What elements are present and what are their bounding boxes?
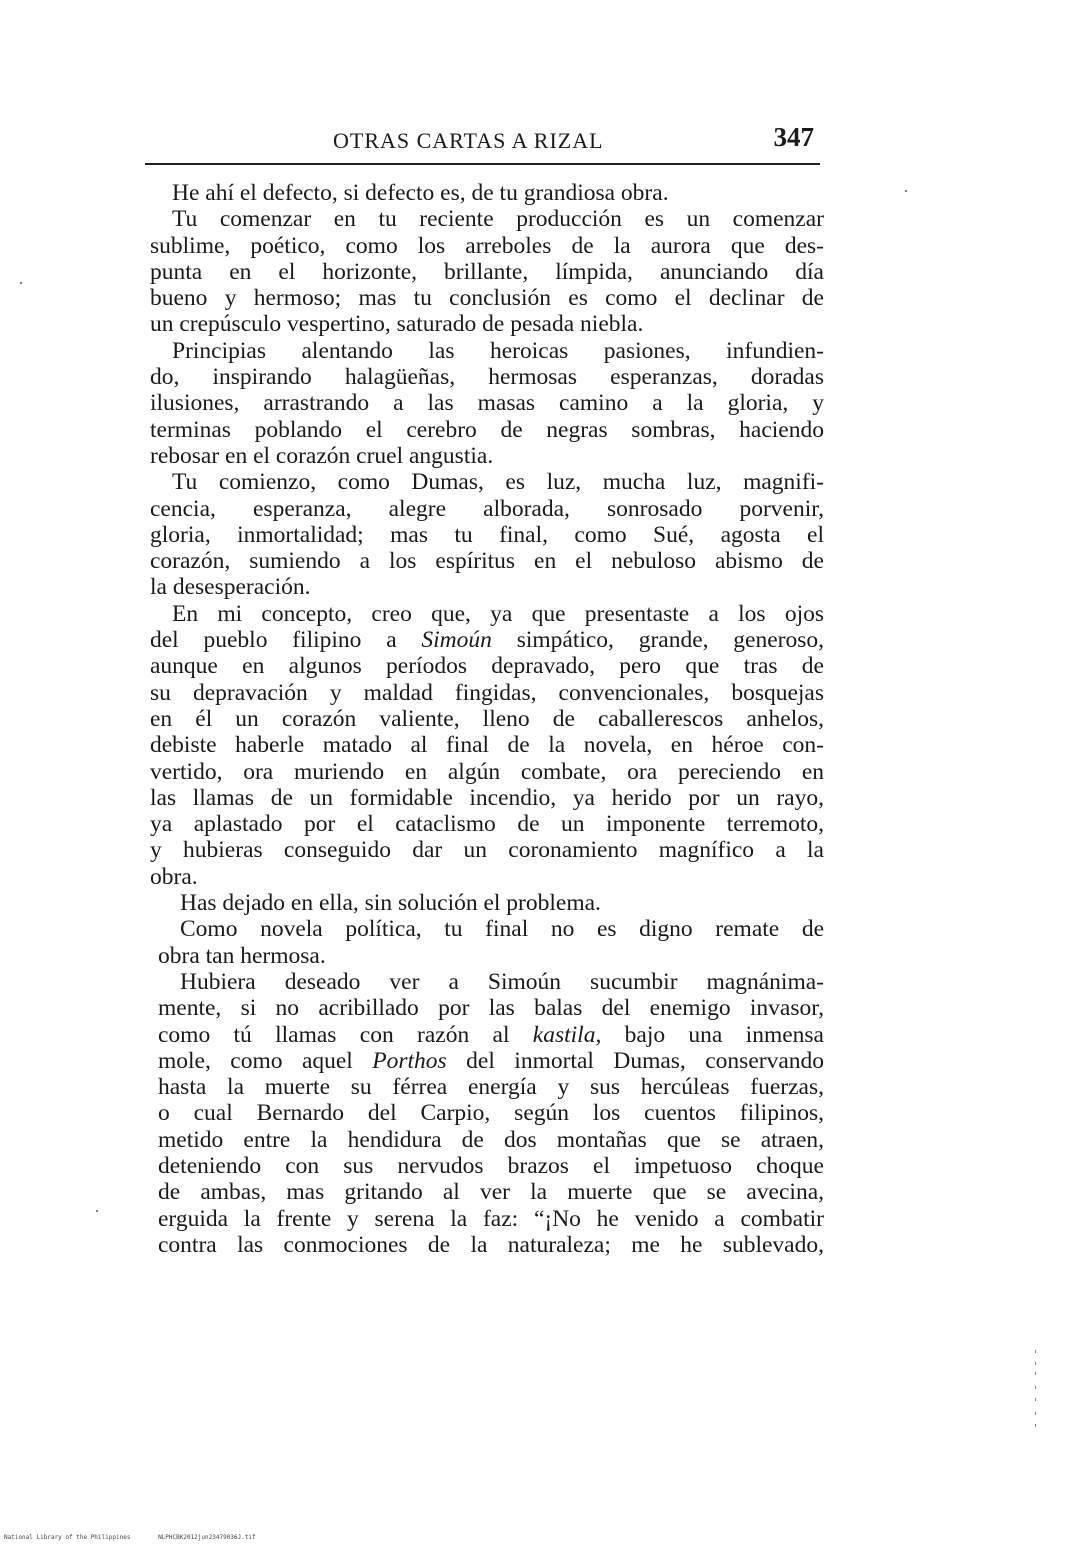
text-line [150, 338, 824, 364]
text-line [150, 1206, 824, 1232]
text-line [150, 206, 824, 232]
text-line [150, 706, 824, 732]
line-text: sublime, poético, como los arreboles de la aurora que des- [150, 232, 824, 259]
line-text: como tú llamas con razón al [158, 1021, 510, 1048]
line-text: deteniendo con sus nervudos brazos el impetuoso choque [158, 1152, 824, 1179]
line-text: erguida la frente y serena la faz: “¡No he venido a combatir [158, 1205, 824, 1232]
line-text: En mi concepto, creo que, ya que presentaste a los ojos [172, 600, 824, 627]
text-line [150, 469, 824, 495]
line-text-rest: bajo una inmensa [624, 1021, 824, 1048]
line-text: bueno y hermoso; mas tu conclusión es como el declinar de [150, 285, 824, 312]
italic-text: Porthos [372, 1047, 447, 1074]
text-line [150, 995, 824, 1021]
line-text: en él un corazón valiente, lleno de caballerescos anhelos, [150, 705, 824, 732]
text-line [150, 680, 824, 706]
footer-library: National Library of the Philippines [4, 1534, 131, 1541]
text-line [150, 785, 824, 811]
line-text: do, inspirando halagüeñas, hermosas esperanzas, doradas [150, 364, 824, 391]
text-line [150, 837, 824, 863]
line-text-rest: del inmortal Dumas, conservando [466, 1047, 825, 1074]
text-line [150, 969, 824, 995]
line-text: aunque en algunos períodos depravado, pero que tras de [150, 653, 824, 680]
line-text: terminas poblando el cerebro de negras sombras, haciendo [150, 416, 824, 443]
text-line [150, 311, 824, 337]
line-text: del pueblo filipino a [150, 627, 397, 654]
line-text: y hubieras conseguido dar un coronamiento magnífico a la [150, 837, 824, 864]
line-text: la desesperación. [150, 574, 311, 601]
line-text: He ahí el defecto, si defecto es, de tu grandiosa obra. [172, 180, 669, 206]
text-line [150, 548, 824, 574]
scan-speck [905, 190, 907, 192]
text-line [150, 417, 824, 443]
text-line [150, 285, 824, 311]
line-text: obra tan hermosa. [158, 942, 326, 969]
line-text: obra. [150, 863, 198, 890]
line-text: su depravación y maldad fingidas, convencionales, bosquejas [150, 679, 824, 706]
line-text: o cual Bernardo del Carpio, según los cuentos filipinos, [158, 1100, 824, 1127]
line-text: las llamas de un formidable incendio, ya herido por un rayo, [150, 784, 824, 811]
text-line [150, 390, 824, 416]
line-text: metido entre la hendidura de dos montañas que se atraen, [158, 1126, 824, 1153]
line-text: ya aplastado por el cataclismo de un imponente terremoto, [150, 811, 824, 838]
text-line [150, 522, 824, 548]
line-text: mente, si no acribillado por las balas del enemigo invasor, [158, 995, 824, 1022]
line-text: un crepúsculo vespertino, saturado de pesada niebla. [150, 311, 644, 338]
text-line [150, 259, 824, 285]
scan-edge-marks [1033, 1350, 1039, 1430]
text-line [150, 653, 824, 679]
line-text: punta en el horizonte, brillante, límpida, anunciando día [150, 258, 824, 285]
text-line [150, 1074, 824, 1100]
text-line [150, 364, 824, 390]
line-text: hasta la muerte su férrea energía y sus hercúleas fuerzas, [158, 1074, 824, 1101]
text-line [150, 943, 824, 969]
text-line [150, 864, 824, 890]
running-header [145, 122, 820, 158]
italic-text: Simoún [421, 627, 492, 654]
text-line [150, 1179, 824, 1205]
line-text: debiste haberle matado al final de la novela, en héroe con- [150, 732, 824, 759]
line-text: contra las conmociones de la naturaleza; me he sublevado, [158, 1231, 824, 1258]
header-rule [145, 163, 820, 165]
text-line [150, 1100, 824, 1126]
text-line [150, 916, 824, 942]
scan-footer [4, 1534, 280, 1541]
text-line [150, 574, 824, 600]
text-line [150, 811, 824, 837]
body-text [150, 180, 824, 1258]
text-line [150, 180, 824, 206]
line-text: vertido, ora muriendo en algún combate, ora pereciendo en [150, 758, 824, 785]
line-text: mole, como aquel [158, 1047, 353, 1074]
text-line [150, 601, 824, 627]
line-text: de ambas, mas gritando al ver la muerte que se avecina, [158, 1179, 824, 1206]
page-number: 347 [773, 122, 814, 152]
line-text: cencia, esperanza, alegre alborada, sonrosado porvenir, [150, 495, 824, 522]
text-line [150, 890, 824, 916]
text-line [150, 496, 824, 522]
italic-text: kastila, [532, 1021, 602, 1048]
line-text: Tu comenzar en tu reciente producción es un comenzar [172, 206, 824, 233]
scan-speck [20, 282, 22, 284]
line-text: Hubiera deseado ver a Simoún sucumbir magnánima- [180, 968, 824, 995]
line-text-rest: simpático, grande, generoso, [516, 627, 825, 654]
line-text: Tu comienzo, como Dumas, es luz, mucha luz, magnifi- [172, 469, 824, 496]
text-line [150, 443, 824, 469]
line-text: corazón, sumiendo a los espíritus en el nebuloso abismo de [150, 548, 824, 575]
footer-file-id: NLPHCBK2012jun23479036J.tif [158, 1534, 256, 1541]
scan-speck [96, 1210, 98, 1212]
text-line [150, 1153, 824, 1179]
text-line [150, 1022, 824, 1048]
text-line [150, 627, 824, 653]
text-line [150, 233, 824, 259]
line-text: Has dejado en ella, sin solución el problema. [180, 890, 601, 917]
running-title: OTRAS CARTAS A RIZAL [333, 128, 604, 153]
line-text: Principias alentando las heroicas pasiones, infundien- [172, 337, 824, 364]
text-line [150, 732, 824, 758]
line-text: rebosar en el corazón cruel angustia. [150, 442, 494, 469]
line-text: Como novela política, tu final no es digno remate de [180, 916, 824, 943]
text-line [150, 759, 824, 785]
text-line [150, 1232, 824, 1258]
line-text: gloria, inmortalidad; mas tu final, como Sué, agosta el [150, 521, 824, 548]
text-line [150, 1127, 824, 1153]
line-text: ilusiones, arrastrando a las masas camino a la gloria, y [150, 390, 824, 417]
text-line [150, 1048, 824, 1074]
